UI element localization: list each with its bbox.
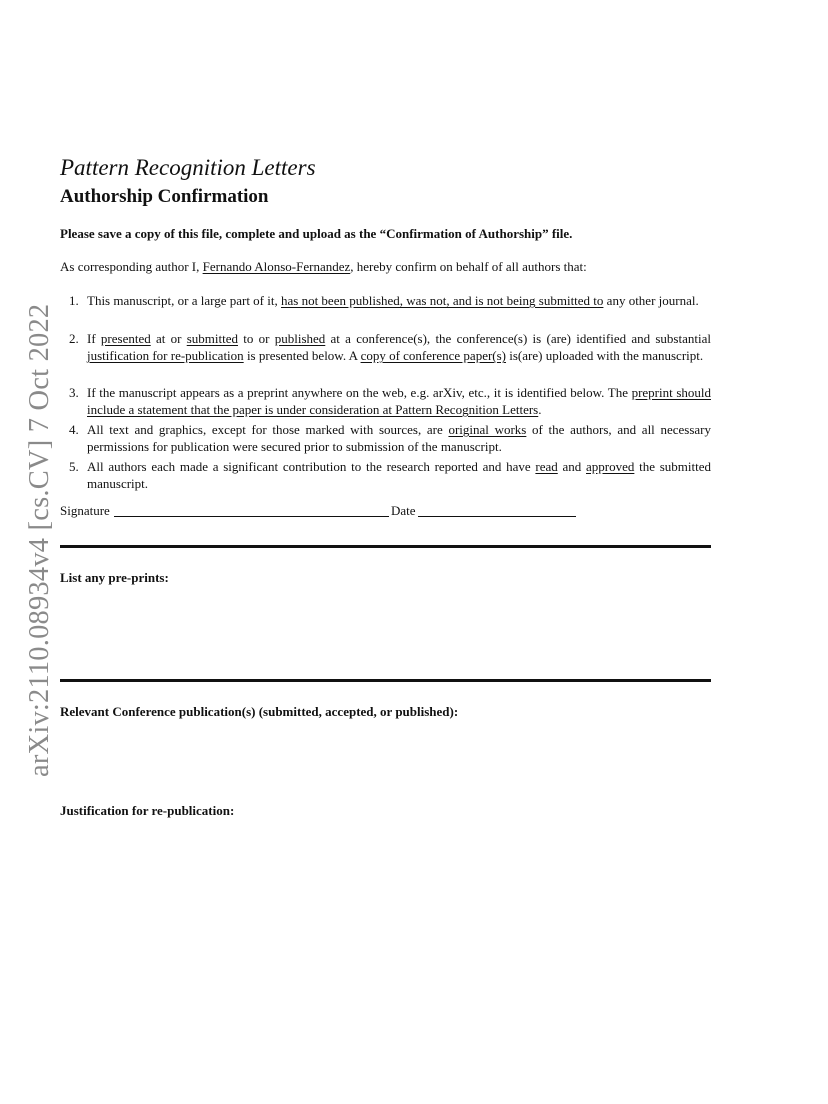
item-text-part: If [87,331,101,346]
item-text [87,330,711,364]
item-underlined-text: submitted [186,331,238,346]
item-number: 4. [69,422,79,437]
item-text [87,292,711,309]
item-text [87,458,711,492]
author-name: Fernando Alonso-Fernandez [202,259,351,274]
item-underlined-text: copy of conference paper(s) [360,348,507,363]
item-number: 3. [69,385,79,400]
confirmation-item-2 [60,330,711,364]
item-text-part: and [557,459,586,474]
item-underlined-text: justification for re-publication [87,348,244,363]
item-underlined-text: original works [448,422,527,437]
confirmation-item-4 [60,421,711,455]
signature-field[interactable] [114,516,389,517]
section-divider [60,679,711,682]
item-underlined-text: preprint should include a statement that the paper is under consideration at Pattern Recognition Letters [87,385,711,417]
item-number: 2. [69,331,79,346]
signature-label: Signature [60,503,110,518]
intro-text-after: , hereby confirm on behalf of all authors that: [350,259,587,274]
item-text-part: to or [238,331,275,346]
justification-heading: Justification for re-publication: [60,803,235,818]
item-text-part: at a conference(s), the conference(s) is (are) identified and substantial [325,331,711,346]
date-label: Date [391,503,416,518]
item-text-part: the submitted manuscript. [87,459,711,491]
item-text-part: This manuscript, or a large part of it, [87,293,281,308]
item-text-part: any other journal. [603,293,699,308]
confirmation-item-3 [60,384,711,418]
item-text [87,421,711,455]
item-underlined-text: has not been published, was not, and is not being submitted to [280,293,604,308]
intro-statement [60,259,587,275]
item-text [87,384,711,418]
item-underlined-text: read [535,459,558,474]
item-text-part: is(are) uploaded with the manuscript. [506,348,704,363]
intro-text-before: As corresponding author I, [60,259,203,274]
item-number: 5. [69,459,79,474]
preprints-heading: List any pre-prints: [60,570,169,585]
confirmation-item-1 [60,292,711,309]
item-underlined-text: approved [586,459,635,474]
item-text-part: If the manuscript appears as a preprint anywhere on the web, e.g. arXiv, etc., it is identified below. The [87,385,632,400]
item-text-part: is presented below. A [243,348,361,363]
arxiv-identifier-stamp: arXiv:2110.08934v4 [cs.CV] 7 Oct 2022 [24,303,55,777]
item-underlined-text: presented [100,331,151,346]
document-title: Authorship Confirmation [60,186,269,207]
journal-name: Pattern Recognition Letters [60,155,316,180]
item-number: 1. [69,293,79,308]
item-text-part: at or [150,331,187,346]
item-text-part: All text and graphics, except for those marked with sources, are [87,422,449,437]
date-field[interactable] [418,516,576,517]
item-text-part: . [538,402,542,417]
confirmation-item-5 [60,458,711,492]
instruction-text: Please save a copy of this file, complete and upload as the “Confirmation of Authorship” file. [60,226,573,241]
conference-publications-heading: Relevant Conference publication(s) (submitted, accepted, or published): [60,704,459,719]
item-underlined-text: published [274,331,326,346]
item-text-part: of the authors, and all necessary permissions for publication were secured prior to submission of the manuscript. [87,422,712,454]
item-text-part: All authors each made a significant contribution to the research reported and have [87,459,536,474]
section-divider [60,545,711,548]
